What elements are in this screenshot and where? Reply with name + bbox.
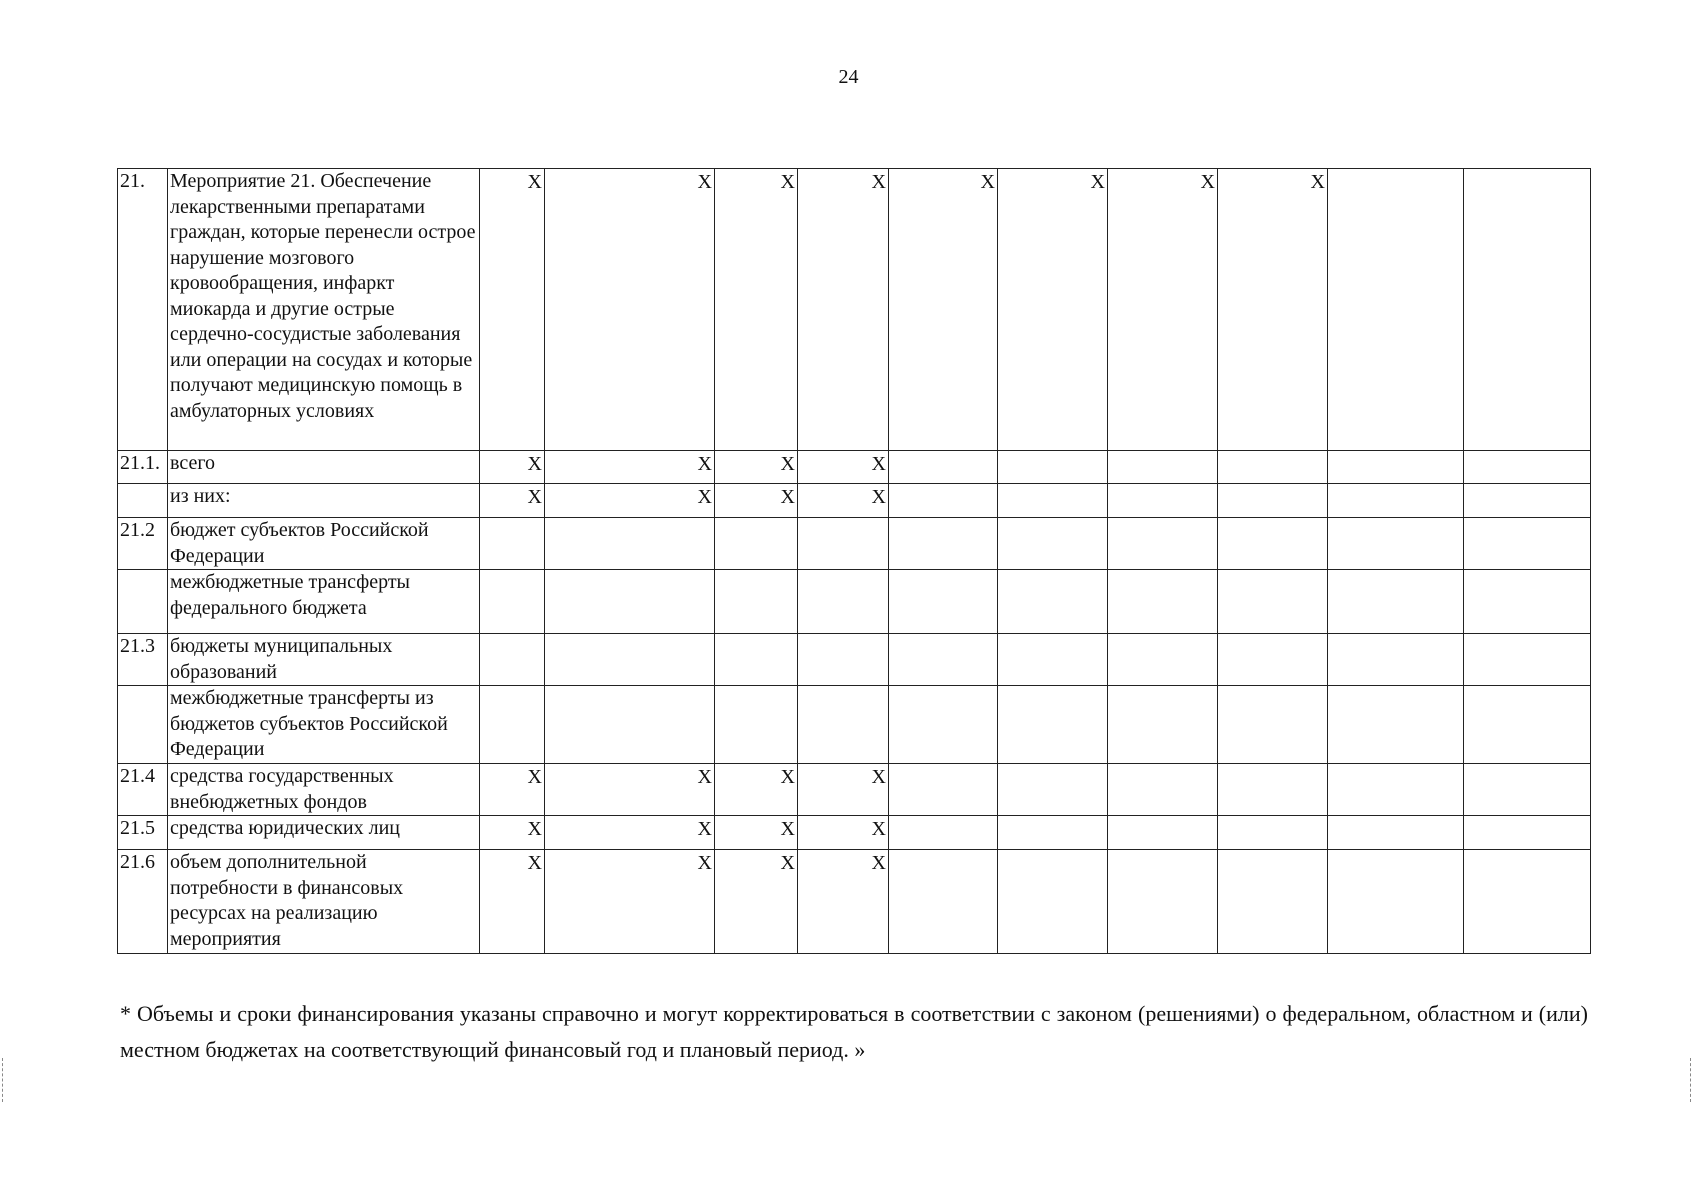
row-name-cell: из них:: [168, 484, 480, 518]
value-cell: [889, 484, 998, 518]
value-cell: X: [715, 816, 798, 850]
value-cell: [480, 634, 545, 686]
row-number-cell: 21.4: [118, 764, 168, 816]
value-cell: [1464, 764, 1591, 816]
row-name-cell: средства государственных внебюджетных фондов: [168, 764, 480, 816]
row-name-cell: объем дополнительной потребности в финансовых ресурсах на реализацию мероприятия: [168, 850, 480, 954]
value-cell: [998, 451, 1108, 484]
table-row: [118, 518, 1591, 570]
value-cell: [1218, 518, 1328, 570]
value-cell: [798, 686, 889, 764]
value-cell: [1328, 451, 1464, 484]
value-cell: X: [715, 451, 798, 484]
value-cell: [1218, 484, 1328, 518]
value-cell: [1464, 570, 1591, 634]
value-cell: [1464, 850, 1591, 954]
row-number-cell: 21.: [118, 169, 168, 451]
value-cell: X: [480, 816, 545, 850]
value-cell: [1464, 518, 1591, 570]
value-cell: [798, 634, 889, 686]
financing-table-container: [117, 168, 1590, 954]
financing-table: [117, 168, 1591, 954]
value-cell: [1328, 484, 1464, 518]
row-number-cell: 21.2: [118, 518, 168, 570]
value-cell: [715, 570, 798, 634]
value-cell: [889, 570, 998, 634]
value-cell: [1464, 634, 1591, 686]
value-cell: [545, 570, 715, 634]
value-cell: [1218, 570, 1328, 634]
row-number-cell: 21.1.: [118, 451, 168, 484]
value-cell: [545, 686, 715, 764]
value-cell: [1108, 686, 1218, 764]
value-cell: [998, 764, 1108, 816]
value-cell: X: [545, 169, 715, 451]
value-cell: X: [480, 850, 545, 954]
value-cell: [1108, 518, 1218, 570]
value-cell: X: [715, 850, 798, 954]
value-cell: X: [889, 169, 998, 451]
row-name-cell: всего: [168, 451, 480, 484]
value-cell: [545, 518, 715, 570]
left-edge-mark: [2, 1058, 7, 1102]
value-cell: X: [798, 850, 889, 954]
row-name-cell: бюджет субъектов Российской Федерации: [168, 518, 480, 570]
value-cell: [1328, 518, 1464, 570]
value-cell: [1218, 634, 1328, 686]
row-name-cell: средства юридических лиц: [168, 816, 480, 850]
value-cell: [1464, 169, 1591, 451]
value-cell: [889, 816, 998, 850]
table-row: [118, 484, 1591, 518]
value-cell: X: [798, 169, 889, 451]
value-cell: [1108, 816, 1218, 850]
value-cell: [480, 570, 545, 634]
value-cell: [1108, 764, 1218, 816]
value-cell: [1108, 570, 1218, 634]
footnote: * Объемы и сроки финансирования указаны справочно и могут корректироваться в соответствии с законом (решениями) о федеральном, областном и (или) местном бюджетах на соответствующий финансовый год и плановый период. »: [120, 1001, 1588, 1062]
value-cell: [798, 570, 889, 634]
value-cell: X: [1218, 169, 1328, 451]
value-cell: X: [545, 850, 715, 954]
value-cell: [998, 518, 1108, 570]
value-cell: [1464, 686, 1591, 764]
value-cell: X: [480, 169, 545, 451]
value-cell: [889, 850, 998, 954]
value-cell: [1108, 484, 1218, 518]
value-cell: [1218, 686, 1328, 764]
value-cell: X: [480, 484, 545, 518]
value-cell: [998, 484, 1108, 518]
value-cell: [480, 686, 545, 764]
value-cell: [1328, 816, 1464, 850]
table-row: [118, 169, 1591, 451]
right-edge-mark: [1690, 1058, 1695, 1102]
value-cell: [1218, 816, 1328, 850]
value-cell: [715, 518, 798, 570]
row-number-cell: 21.6: [118, 850, 168, 954]
value-cell: [1218, 764, 1328, 816]
value-cell: [889, 451, 998, 484]
value-cell: [1328, 570, 1464, 634]
value-cell: [889, 686, 998, 764]
value-cell: X: [798, 816, 889, 850]
value-cell: [1328, 634, 1464, 686]
value-cell: [480, 518, 545, 570]
table-row: [118, 850, 1591, 954]
row-number-cell: 21.3: [118, 634, 168, 686]
value-cell: X: [715, 764, 798, 816]
value-cell: [998, 634, 1108, 686]
value-cell: [1464, 484, 1591, 518]
value-cell: [1328, 169, 1464, 451]
value-cell: X: [798, 484, 889, 518]
row-number-cell: [118, 484, 168, 518]
value-cell: [889, 518, 998, 570]
value-cell: X: [545, 484, 715, 518]
value-cell: X: [545, 764, 715, 816]
value-cell: [715, 634, 798, 686]
value-cell: [1108, 634, 1218, 686]
value-cell: X: [545, 816, 715, 850]
value-cell: [1218, 451, 1328, 484]
value-cell: [715, 686, 798, 764]
table-row: [118, 816, 1591, 850]
row-number-cell: 21.5: [118, 816, 168, 850]
value-cell: [1464, 451, 1591, 484]
value-cell: X: [998, 169, 1108, 451]
value-cell: X: [1108, 169, 1218, 451]
value-cell: [998, 816, 1108, 850]
row-name-cell: Мероприятие 21. Обеспечение лекарственными препаратами граждан, которые перенесли острое нарушение мозгового кровообращения, инфаркт миокарда и другие острые сердечно-сосудистые заболевания или операции на сосудах и которые получают медицинскую помощь в амбулаторных условиях: [168, 169, 480, 451]
table-row: [118, 764, 1591, 816]
value-cell: X: [715, 484, 798, 518]
value-cell: [1464, 816, 1591, 850]
table-row: [118, 634, 1591, 686]
value-cell: X: [798, 451, 889, 484]
table-row: [118, 686, 1591, 764]
row-name-cell: межбюджетные трансферты из бюджетов субъектов Российской Федерации: [168, 686, 480, 764]
value-cell: [1108, 451, 1218, 484]
value-cell: [1108, 850, 1218, 954]
table-row: [118, 570, 1591, 634]
value-cell: [1328, 764, 1464, 816]
row-number-cell: [118, 570, 168, 634]
value-cell: [1328, 850, 1464, 954]
table-row: [118, 451, 1591, 484]
value-cell: [998, 570, 1108, 634]
value-cell: X: [480, 451, 545, 484]
value-cell: X: [715, 169, 798, 451]
value-cell: [889, 764, 998, 816]
value-cell: X: [545, 451, 715, 484]
row-name-cell: межбюджетные трансферты федерального бюджета: [168, 570, 480, 634]
value-cell: [998, 686, 1108, 764]
value-cell: X: [480, 764, 545, 816]
value-cell: [889, 634, 998, 686]
row-number-cell: [118, 686, 168, 764]
page-number: 24: [838, 66, 859, 88]
value-cell: X: [798, 764, 889, 816]
value-cell: [798, 518, 889, 570]
value-cell: [1328, 686, 1464, 764]
value-cell: [998, 850, 1108, 954]
value-cell: [1218, 850, 1328, 954]
row-name-cell: бюджеты муниципальных образований: [168, 634, 480, 686]
value-cell: [545, 634, 715, 686]
